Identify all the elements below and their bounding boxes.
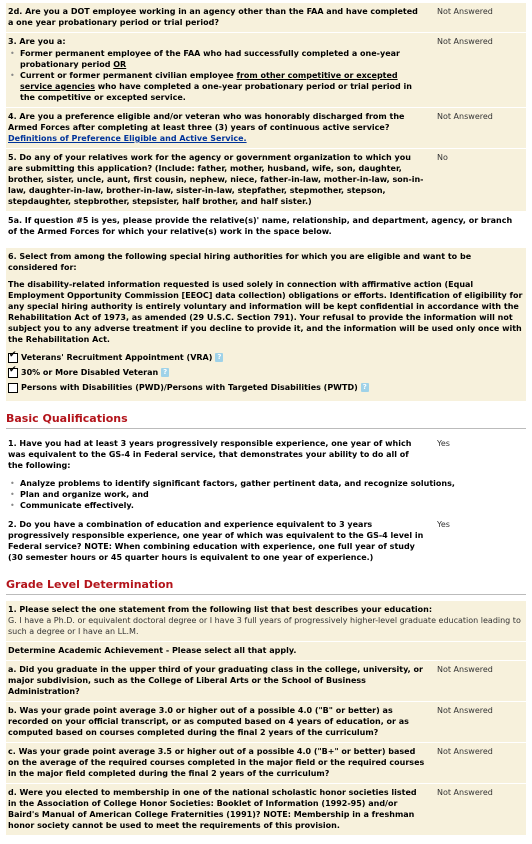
option-pwd[interactable]: Persons with Disabilities (PWD)/Persons with Targeted Disabilities (PWTD) ? <box>8 382 523 393</box>
academic-item-d <box>6 784 526 836</box>
answer-value: Not Answered <box>437 112 493 121</box>
option-vra[interactable]: ✔ Veterans' Recruitment Appointment (VRA) ? <box>9 349 222 362</box>
answer-value: Not Answered <box>437 788 493 797</box>
question-text: Determine Academic Achievement - Please select all that apply. <box>8 646 297 655</box>
checkmark-icon: ✔ <box>9 349 17 360</box>
checkmark-icon: ✔ <box>9 364 17 375</box>
ability-list <box>8 478 523 511</box>
section-heading-grade: Grade Level Determination <box>6 574 526 595</box>
question-4 <box>6 108 526 149</box>
answer-value: Yes <box>437 520 450 529</box>
list-item: • Current or former permanent civilian employee from other competitive or excepted service agencies who have completed a one-year probationary period or trial period in the competitive or excepted service. <box>20 70 426 103</box>
list-item: • Analyze problems to identify significant factors, gather pertinent data, and recognize solutions, <box>20 478 523 489</box>
answer-value: No <box>437 153 448 162</box>
question-text: 3. Are you a: <box>8 37 66 46</box>
academic-item-b <box>6 702 526 743</box>
checkbox[interactable] <box>8 383 18 393</box>
question-text: b. Was your grade point average 3.0 or higher out of a possible 4.0 ("B" or better) as recorded on your official transcript, or as computed based on 4 years of education, or as computed based on courses completed during the final 2 years of the curriculum? <box>8 706 409 737</box>
question-3 <box>6 33 526 108</box>
question-text: c. Was your grade point average 3.5 or higher out of a possible 4.0 ("B+" or better) based on the average of the required courses completed in the major field or the required courses in the major field completed during the final 2 years of the curriculum? <box>8 747 425 778</box>
question-text: d. Were you elected to membership in one of the national scholastic honor societies listed in the Association of College Honor Societies: Booklet of Information (1992-95) and/or Baird's Manual of American College Fraternities (1991)? NOTE: Membership in a freshman honor society cannot be used to meet the requirements of this provision. <box>8 788 417 830</box>
answer-value: Not Answered <box>437 706 493 715</box>
academic-item-a <box>6 661 526 702</box>
academic-item-c <box>6 743 526 784</box>
answer-value: Not Answered <box>437 37 493 46</box>
question-6 <box>6 248 526 402</box>
question-5 <box>6 149 526 212</box>
question-text: 2d. Are you a DOT employee working in an agency other than the FAA and have completed a one year probationary period or trial period? <box>8 7 418 27</box>
question-text: 1. Have you had at least 3 years progressively responsible experience, one year of which was equivalent to the GS-4 in Federal service, that demonstrates your ability to do all of the following: <box>8 439 412 470</box>
agencies-link[interactable]: from other competitive or excepted service agencies <box>20 71 398 91</box>
disability-disclaimer: The disability-related information requested is used solely in connection with affirmative action (Equal Employment Opportunity Commission [EEOC] data collection) obligations or efforts. Identification of eligibility for any special hiring authority is entirely voluntary and information will be kept confidential in accordance with the Rehabilitation Act of 1973, as amended (29 U.S.C. Section 791). Your refusal to provide the information will not subject you to any adverse treatment if you decline to provide it, and the information will be used only once with the Rehabilitation Act. <box>8 280 523 344</box>
academic-achievement-intro <box>6 642 526 661</box>
question-text: 4. Are you a preference eligible and/or veteran who was honorably discharged from the Armed Forces after completing at least three (3) years of continuous active service? <box>8 112 405 132</box>
question-5a <box>6 212 526 242</box>
option-list <box>8 48 426 103</box>
preference-definitions-link[interactable]: Definitions of Preference Eligible and Active Service. <box>8 134 247 143</box>
answer-value: Yes <box>437 439 450 448</box>
list-item: • Former permanent employee of the FAA who had successfully completed a one-year probationary period OR <box>20 48 426 70</box>
checkbox[interactable] <box>8 349 18 363</box>
help-icon[interactable]: ? <box>163 368 168 376</box>
list-item: • Plan and organize work, and <box>20 489 523 500</box>
checkbox[interactable] <box>8 364 18 378</box>
question-text: 5. Do any of your relatives work for the agency or government organization to which you are submitting this application? (Include: father, mother, husband, wife, son, daughter, brother, sister, uncle, aunt, first cousin, nephew, niece, father-in-law, mother-in-law, son-in-law, daughter-in-law, brother-in-law, sister-in-law, stepfather, stepmother, stepson, stepdaughter, stepbrother, stepsister, half brother, and half sister.) <box>8 153 424 206</box>
answer-value: Not Answered <box>437 747 493 756</box>
question-text: 1. Please select the one statement from the following list that best describes your education: <box>8 605 433 614</box>
help-icon[interactable]: ? <box>217 353 222 361</box>
basic-question-2 <box>6 516 526 568</box>
question-2d <box>6 3 526 33</box>
list-item: • Communicate effectively. <box>20 500 523 511</box>
grade-question-1 <box>6 601 526 642</box>
basic-question-1 <box>6 435 526 516</box>
question-text: a. Did you graduate in the upper third of your graduating class in the college, university, or major subdivision, such as the College of Liberal Arts or the School of Business Administration? <box>8 665 423 696</box>
option-disabled-veteran[interactable]: ✔ 30% or More Disabled Veteran ? <box>9 364 168 377</box>
section-heading-basic: Basic Qualifications <box>6 408 526 429</box>
answer-value: Not Answered <box>437 7 493 16</box>
help-icon[interactable]: ? <box>362 383 367 391</box>
question-text: 6. Select from among the following special hiring authorities for which you are eligible and want to be considered for: <box>8 252 472 272</box>
answer-value: Not Answered <box>437 665 493 674</box>
answer-value: G. I have a Ph.D. or equivalent doctoral degree or I have 3 full years of progressively higher-level graduate education leading to such a degree or I have an LL.M. <box>8 616 521 636</box>
question-text: 2. Do you have a combination of education and experience equivalent to 3 years progressively responsible experience, one year of which was equivalent to the GS-4 level in Federal service? NOTE: When combining education with experience, one full year of study (30 semester hours or 45 quarter hours is equivalent to one year of experience.) <box>8 520 424 562</box>
question-text: 5a. If question #5 is yes, please provide the relative(s)' name, relationship, and department, agency, or branch of the Armed Forces for which your relative(s) work in the space below. <box>8 216 513 236</box>
